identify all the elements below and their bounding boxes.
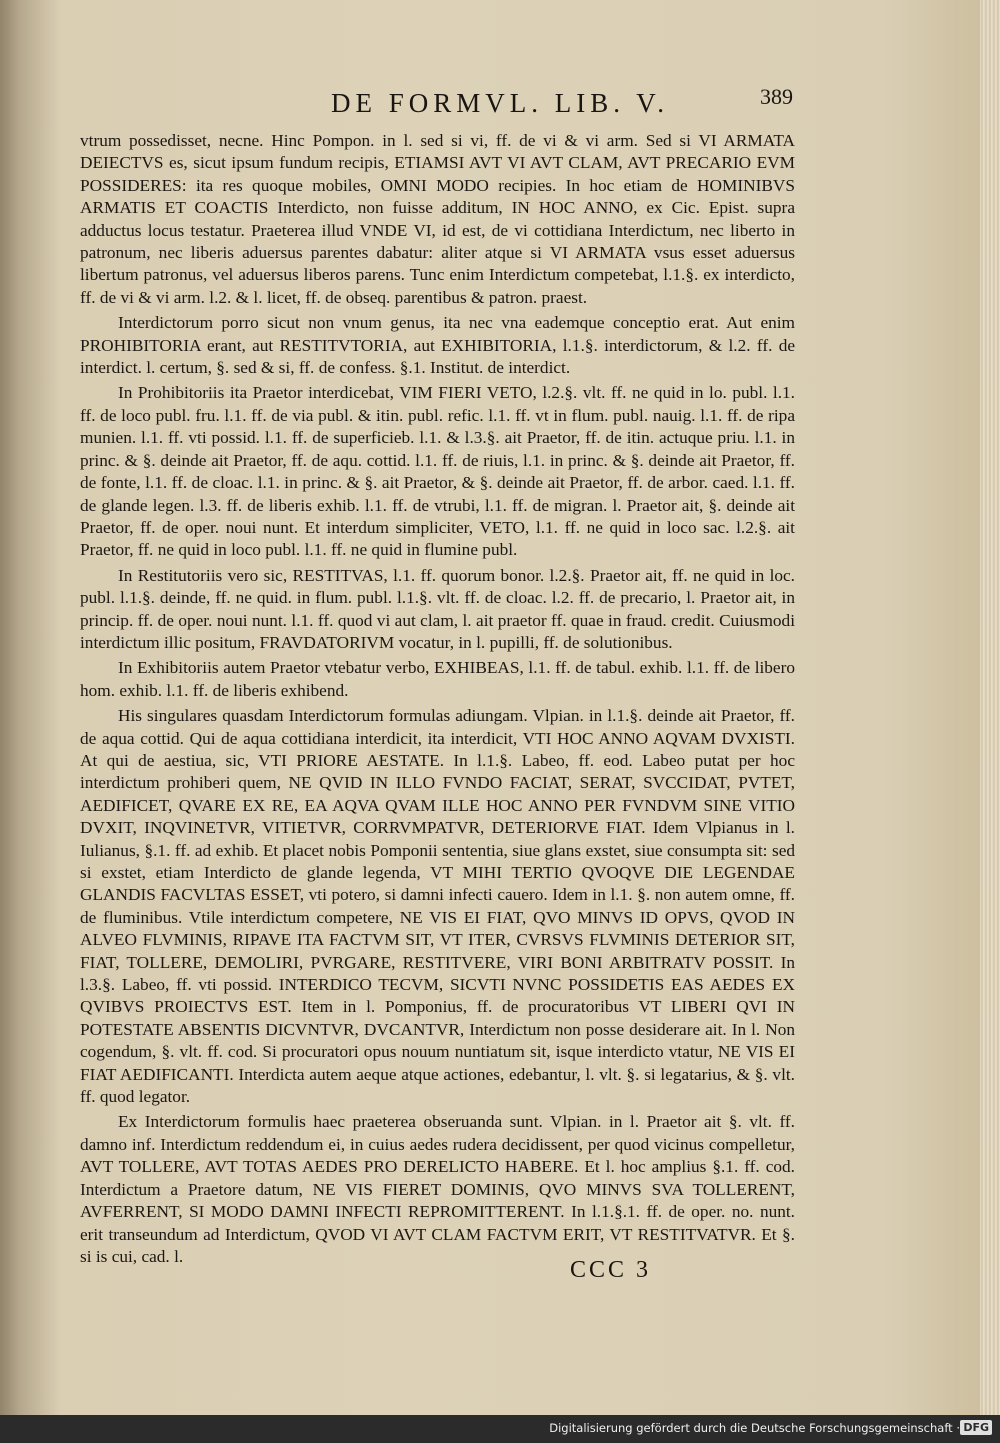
signature-mark: CCC 3 <box>570 1257 652 1283</box>
running-title: DE FORMVL. LIB. V. <box>330 88 670 118</box>
paragraph: His singulares quasdam Interdictorum formulas adiungam. Vlpian. in l.1.§. deinde ait Praetor, ff. de aqua cottid. Qui de aqua cottidiana interdicit, ita interdicit, VTI HOC ANNO AQVAM DVXISTI. At qui de aestiua, sic, VTI PRIORE AESTATE. In l.1.§. Labeo, ff. eod. Labeo putat per hoc interdictum prohiberi quem, NE QVID IN ILLO FVNDO FACIAT, SERAT, SVCCIDAT, PVTET, AEDIFICET, QVARE EX RE, EA AQVA QVAM ILLE HOC ANNO PER FVNDVM SINE VITIO DVXIT, INQVINETVR, VITIETVR, CORRVMPATVR, DETERIORVE FIAT. Idem Vlpianus in l. Iulianus, §.1. ff. ad exhib. Et placet nobis Pomponii sententia, siue glans exstet, siue consumpta sit: sed si exstet, etiam Interdicto de glande legenda, VT MIHI TERTIO QVOQVE DIE LEGENDAE GLANDIS FACVLTAS ESSET, vti potero, si damni infecti cauero. Idem in l.1. §. non autem omne, ff. de fluminibus. Vtile interdictum competere, NE VIS EI FIAT, QVO MINVS ID OPVS, QVOD IN ALVEO FLVMINIS, RIPAVE ITA FACTVM SIT, VT ITER, CVRSVS FLVMINIS DETERIOR SIT, FIAT, TOLLERE, DEMOLIRI, PVRGARE, RESTITVERE, VIRI BONI ARBITRATV POSSIT. In l.3.§. Labeo, ff. vti possid. INTERDICO TECVM, SICVTI NVNC POSSIDETIS EAS AEDES EX QVIBVS PROIECTVS EST. Item in l. Pomponius, ff. de procuratoribus VT LIBERI QVI IN POTESTATE ABSENTIS DICVNTVR, DVCANTVR, Interdictum non posse desiderare ait. In l. Non cogendum, §. vlt. ff. cod. Si procuratori opus nouum nuntiatum sit, isque interdicto vtatur, NE VIS EI FIAT AEDIFICANTI. Interdicta autem aeque atque actiones, edebantur, l. vlt. §. si legatarius, & §. vlt. ff. quod legator. <box>80 706 795 1107</box>
footer-credit: Digitalisierung gefördert durch die Deutsche Forschungsgemeinschaft · <box>549 1421 960 1435</box>
footer-bar <box>0 1415 1000 1443</box>
paragraph: Ex Interdictorum formulis haec praeterea obseruanda sunt. Vlpian. in l. Praetor ait §. vlt. ff. damno inf. Interdictum reddendum ei, in cuius aedes rudera decidissent, per quod vicinus compelletur, AVT TOLLERE, AVT TOTAS AEDES PRO DERELICTO HABERE. Et l. hoc amplius §.1. ff. cod. Interdictum a Praetore datum, NE VIS FIERET DOMINIS, QVO MINVS SVA TOLLERENT, AVFERRENT, SI MODO DAMNI INFECTI REPROMITTERENT. In l.1.§.1. ff. de oper. no. nunt. erit transeundum ad Interdictum, QVOD VI AVT CLAM FACTVM ERIT, VT RESTITVATVR. Et §. si is cui, cad. l. <box>80 1112 795 1266</box>
paragraph: vtrum possedisset, necne. Hinc Pompon. in l. sed si vi, ff. de vi & vi arm. Sed si VI ARMATA DEIECTVS es, sicut ipsum fundum recipis, ETIAMSI AVT VI AVT CLAM, AVT PRECARIO EVM POSSIDERES: ita res quoque mobiles, OMNI MODO recipies. In hoc etiam de HOMINIBVS ARMATIS ET COACTIS Interdicto, non fuisse additum, IN HOC ANNO, ex Cic. Epist. supra adductus locus testatur. Praeterea illud VNDE VI, id est, de vi cottidiana Interdictum, nec liberto in patronum, nec liberis aduersus parentes dabatur: aliter atque si VI ARMATA vsus esset aduersus libertum patronus, vel aduersus liberos parens. Tunc enim Interdictum competebat, l.1.§. ex interdicto, ff. de vi & vi arm. l.2. & l. licet, ff. de obseq. parentibus & patron. praest. <box>80 131 795 307</box>
page-edge <box>980 0 1000 1415</box>
paragraph: In Exhibitoriis autem Praetor vtebatur verbo, EXHIBEAS, l.1. ff. de tabul. exhib. l.1. ff. de libero hom. exhib. l.1. ff. de liberis exhibend. <box>80 658 795 700</box>
body-text <box>80 130 795 1271</box>
folio-number: 389 <box>760 84 793 109</box>
paragraph: In Restitutoriis vero sic, RESTITVAS, l.1. ff. quorum bonor. l.2.§. Praetor ait, ff. ne quid in loc. publ. l.1.§. deinde, ff. ne quid. in flum. publ. l.1.§. vlt. ff. de cloac. l.2. ff. de precario, l. Praetor ait, in princip. ff. de oper. noui nunt. l.1. ff. quod vi aut clam, l. ait praetor ff. quae in fraud. credit. Cuiusmodi interdictum illic positum, FRAVDATORIVM vocatur, in l. pupilli, ff. de solutionibus. <box>80 565 795 652</box>
page-header <box>0 84 980 120</box>
dfg-logo-icon: DFG <box>960 1420 992 1435</box>
paragraph: Interdictorum porro sicut non vnum genus, ita nec vna eademque conceptio erat. Aut enim PROHIBITORIA erant, aut RESTITVTORIA, aut EXHIBITORIA, l.1.§. interdictorum, & l.2. ff. de interdict. l. certum, §. sed & si, ff. de confess. §.1. Institut. de interdict. <box>80 313 795 378</box>
paragraph: In Prohibitoriis ita Praetor interdicebat, VIM FIERI VETO, l.2.§. vlt. ff. ne quid in lo. publ. l.1. ff. de loco publ. fru. l.1. ff. de via publ. & itin. publ. refic. l.1. ff. vt in flum. publ. nauig. l.1. ff. de ripa munien. l.1. ff. vti possid. l.1. ff. de superficieb. l.1. & l.3.§. ait Praetor, ff. de itin. actuque priu. l.1. in princ. & §. deinde ait Praetor, ff. de aqu. cottid. l.1. ff. de riuis, l.1. in princ. & §. deinde ait Praetor, ff. de fonte, l.1. ff. de cloac. l.1. in princ. & §. ait Praetor, & §. deinde ait Praetor, ff. de arbor. caed. l.1. ff. de glande legen. l.3. ff. de liberis exhib. l.1. ff. de vtrubi, l.1. ff. de migran. l. Praetor ait, §. deinde ait Praetor, ff. de oper. noui nunt. Et interdum simpliciter, VETO, l.1. ff. ne quid in loco sac. l.2.§. ait Praetor, ff. ne quid in loco publ. l.1. ff. ne quid in flumine publ. <box>80 383 795 560</box>
